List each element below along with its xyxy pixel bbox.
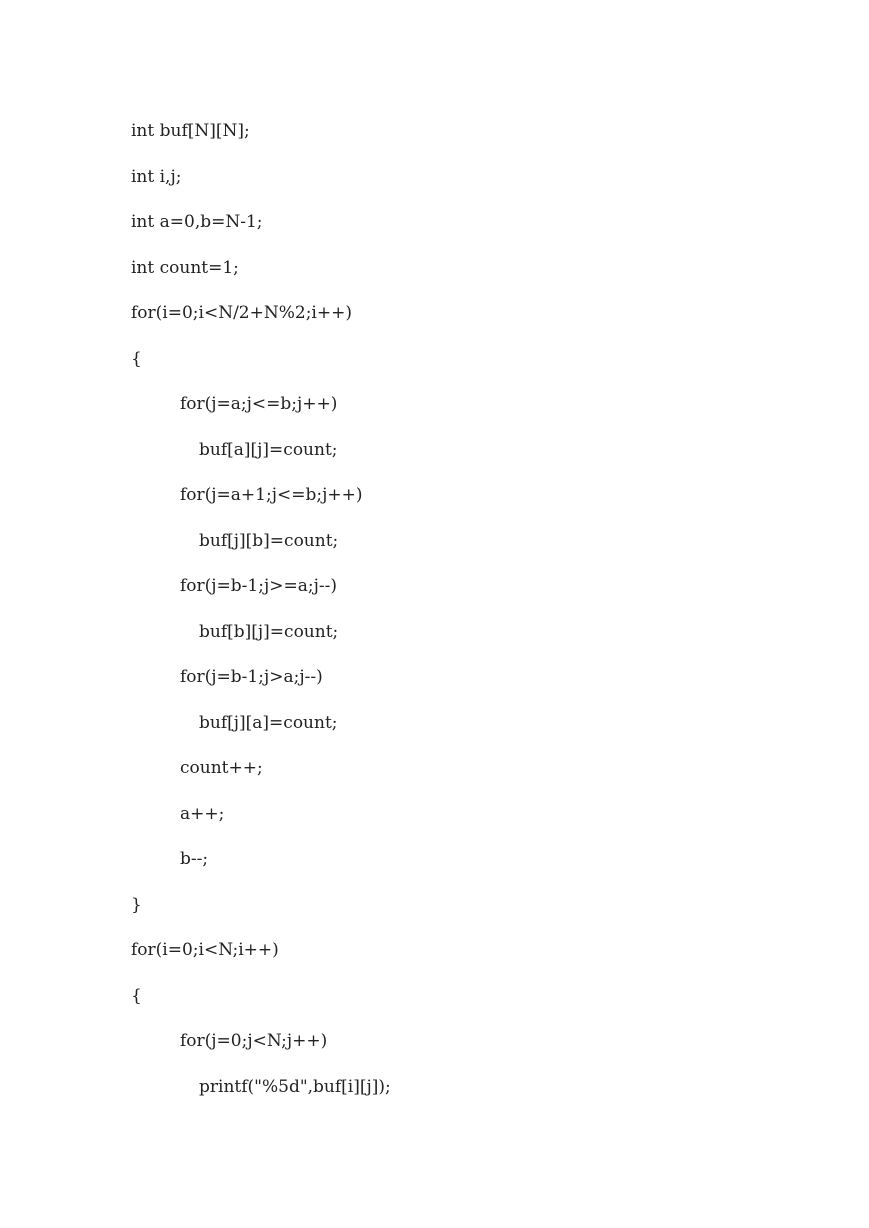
code-line: b--;	[180, 849, 209, 869]
code-line: for(j=a;j<=b;j++)	[180, 394, 338, 414]
code-line: for(i=0;i<N;i++)	[131, 940, 279, 960]
code-line: buf[a][j]=count;	[199, 439, 338, 460]
code-line: for(i=0;i<N/2+N%2;i++)	[131, 303, 352, 323]
code-line: printf("%5d",buf[i][j]);	[199, 1076, 391, 1097]
code-line: int a=0,b=N-1;	[131, 212, 263, 232]
code-line: int count=1;	[131, 257, 239, 278]
code-line: {	[131, 985, 142, 1006]
code-line: buf[j][b]=count;	[199, 530, 339, 551]
code-line: for(j=b-1;j>=a;j--)	[180, 576, 337, 596]
code-line: {	[131, 348, 142, 369]
code-block	[131, 118, 391, 1119]
code-line: count++;	[180, 758, 263, 778]
code-line: a++;	[180, 803, 225, 824]
code-line: for(j=a+1;j<=b;j++)	[180, 485, 363, 505]
code-line: buf[b][j]=count;	[199, 621, 339, 642]
code-line: }	[131, 894, 142, 915]
code-line: int buf[N][N];	[131, 121, 250, 141]
code-line: buf[j][a]=count;	[199, 712, 338, 733]
code-line: for(j=0;j<N;j++)	[180, 1031, 328, 1051]
code-line: for(j=b-1;j>a;j--)	[180, 667, 323, 687]
code-line: int i,j;	[131, 166, 182, 187]
